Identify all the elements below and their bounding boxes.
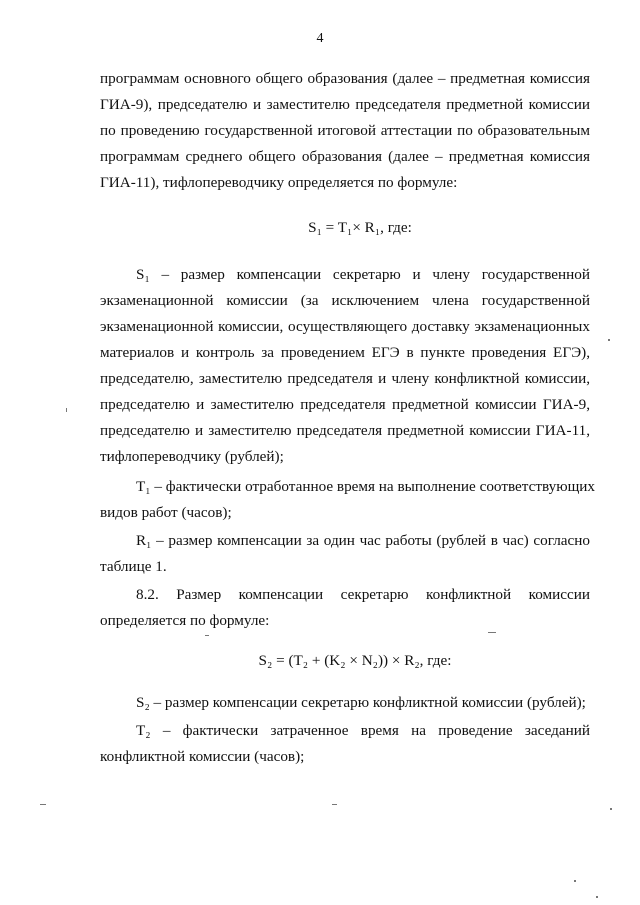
text-line: конфликтной комиссии (часов);	[100, 748, 305, 765]
text-line: программам среднего общего образования (далее – предметная комиссия	[100, 148, 590, 165]
scan-speck	[596, 896, 598, 898]
text-line: R₁ – размер компенсации за один час работы (рублей в час) согласно	[136, 532, 590, 549]
text-line: определяется по формуле:	[100, 612, 270, 629]
text-line: материалов и контроль за проведением ЕГЭ в пункте проведения ЕГЭ),	[100, 344, 590, 361]
scan-speck	[610, 808, 612, 810]
text-line: таблице 1.	[100, 558, 167, 575]
formula-s1: S₁ = T₁× R₁, где:	[308, 219, 412, 236]
text-line: по проведению государственной итоговой аттестации по образовательным	[100, 122, 590, 139]
text-line: 8.2. Размер компенсации секретарю конфликтной комиссии	[136, 586, 590, 603]
text-line: экзаменационной комиссии, осуществляющего доставку экзаменационных	[100, 318, 590, 335]
text-line: председателю и заместителю председателя предметной комиссии ГИА-11,	[100, 422, 590, 439]
text-line: S₂ – размер компенсации секретарю конфликтной комиссии (рублей);	[136, 694, 586, 711]
scan-speck	[574, 880, 576, 882]
scan-speck	[608, 339, 610, 341]
text-line: T₁ – фактически отработанное время на выполнение соответствующих	[136, 478, 595, 495]
text-line: тифлопереводчику (рублей);	[100, 448, 284, 465]
text-line: видов работ (часов);	[100, 504, 232, 521]
scan-speck	[205, 635, 209, 636]
text-line: S₁ – размер компенсации секретарю и члену государственной	[136, 266, 590, 283]
text-line: ГИА-11), тифлопереводчику определяется по формуле:	[100, 174, 458, 191]
scan-speck	[488, 632, 496, 633]
text-line: экзаменационной комиссии (за исключением члена государственной	[100, 292, 590, 309]
text-line: председателю, заместителю председателя и члену конфликтной комиссии,	[100, 370, 590, 387]
scan-speck	[332, 804, 337, 805]
formula-s2: S₂ = (T₂ + (K₂ × N₂)) × R₂, где:	[258, 652, 452, 669]
scan-speck	[66, 408, 67, 412]
page-number: 4	[316, 31, 324, 46]
text-line: программам основного общего образования (далее – предметная комиссия	[100, 70, 590, 87]
scan-speck	[40, 804, 46, 805]
text-line: T₂ – фактически затраченное время на проведение заседаний	[136, 722, 590, 739]
text-line: ГИА-9), председателю и заместителю председателя предметной комиссии	[100, 96, 590, 113]
text-line: председателю и заместителю председателя предметной комиссии ГИА-9,	[100, 396, 590, 413]
